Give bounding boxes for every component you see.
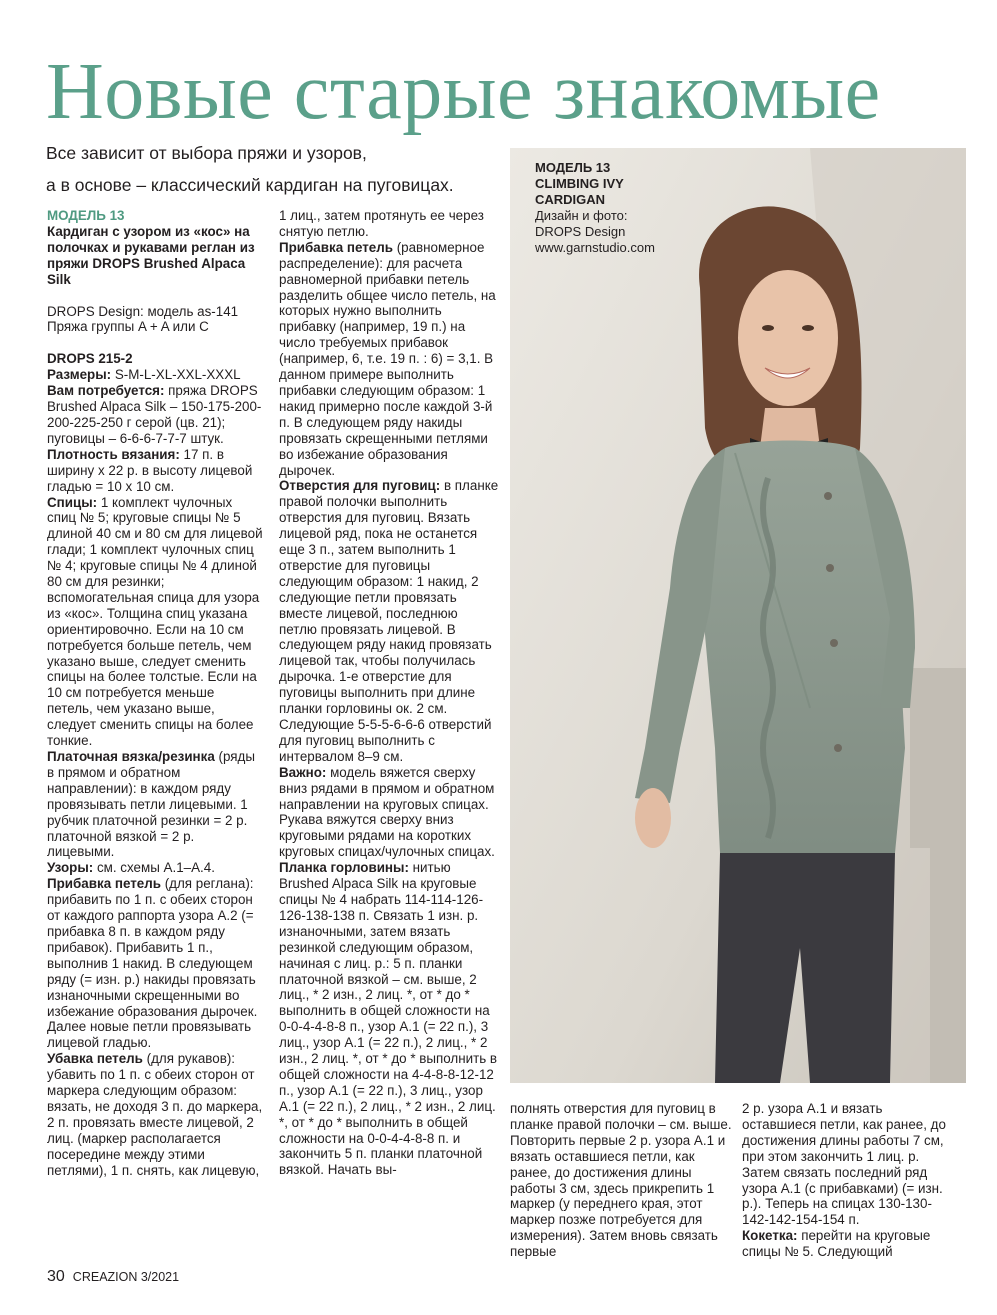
right-eye [802, 325, 814, 331]
even-increase-paragraph [279, 240, 499, 479]
page-footer [47, 1269, 179, 1285]
drops-number: DROPS 215-2 [47, 351, 133, 367]
garter-label: Платочная вязка/резинка [47, 749, 215, 764]
page-number: 30 [47, 1268, 65, 1285]
patterns-text: см. схемы А.1–А.4. [93, 860, 215, 876]
model-label: МОДЕЛЬ 13 [47, 208, 125, 223]
decrease-label: Убавка петель [47, 1051, 143, 1067]
button-3 [830, 639, 838, 647]
page-title: Новые старые знакомые [46, 48, 881, 136]
garter-text: (ряды в прямом и обратном направлении): в каждом ряду провязывать петли лицевыми. 1 рубчик платочной резинки = 2 р. платочной вязкой = 2 р. лицевыми. [47, 749, 255, 860]
even-increase-label: Прибавка петель [279, 239, 393, 255]
neckband-text: нитью Brushed Alpaca Silk на круговые спицы № 4 набрать 114-114-126-126-138-138 п. Связать 1 изн. р. изнаночными, затем вязать резинкой следующим образом, начиная с лиц. р.: 5 п. планки платочной вязкой – см. выше, 2 лиц., * 2 изн., 2 лиц. *, от * до * выполнить в общей сложности на 0-0-4-4-8-8 п., узор А.1 (= 22 п.), 3 лиц., узор А.1 (= 22 п.), 2 лиц., * 2 изн., 2 лиц. *, от * до * выполнить в общей сложности на 4-4-8-8-12-12 п., узор А.1 (= 22 п.), 3 лиц., узор А.1 (= 22 п.), 2 лиц., * 2 изн., 2 лиц. *, от * до * выполнить в общей сложности на 0-0-4-4-8-8 п. и закончить 5 п. планки платочной вязкой. Начать вы- [279, 860, 498, 1178]
needles-text: 1 комплект чулочных спиц № 5; круговые спицы № 5 длиной 40 см и 80 см для лицевой глади; 1 комплект чулочных спиц № 4; круговые спицы № 4 длиной 80 см для резинки; вспомогательная спица для узора из «кос». Толщина спиц указана ориентировочно. Если на 10 см потребуется больше петель, чем указано выше, следует сменить спицы на более толстые. Если на 10 см потребуется меньше петель, чем указано выше, следует сменить спицы на более тонкие. [47, 494, 263, 749]
caption-credit-label: Дизайн и фото: [535, 208, 628, 223]
button-2 [826, 564, 834, 572]
left-eye [762, 325, 774, 331]
caption-credit: DROPS Design [535, 224, 626, 239]
caption-name-1: CLIMBING IVY [535, 176, 624, 191]
subtitle-line-1: Все зависит от выбора пряжи и узоров, [46, 143, 367, 163]
button-4 [834, 744, 842, 752]
density-text: 17 п. в ширину х 22 р. в высоту лицевой гладью = 10 х 10 см. [47, 446, 253, 494]
sizes-text: S-M-L-XL-XXL-XXXL [111, 367, 241, 383]
sizes-paragraph [47, 367, 263, 383]
caption-website: www.garnstudio.com [535, 240, 655, 255]
model-title: Кардиган с узором из «кос» на полочках и рукавами реглан из пряжи DROPS Brushed Alpaca Silk [47, 223, 255, 287]
decrease-paragraph [47, 1051, 263, 1178]
column-4-text: 2 р. узора А.1 и вязать оставшиеся петли, как ранее, до достижения длины работы 7 см, при этом закончить 1 лиц. р. Затем связать последний ряд узора А.1 (с прибавками) (= изн. р.). Теперь на спицах 130-130-142-142-154-154 п. [742, 1101, 946, 1228]
subtitle-line-2: а в основе – классический кардиган на пуговицах. [46, 175, 454, 195]
yarn-group: Пряжа группы A + A или C [47, 319, 209, 335]
density-paragraph [47, 447, 263, 495]
design-line: DROPS Design: модель as-141 [47, 303, 239, 319]
neckband-label: Планка горловины: [279, 860, 409, 876]
important-label: Важно: [279, 764, 327, 780]
article-column-4 [742, 1101, 954, 1260]
photo-caption [535, 160, 655, 256]
even-increase-text: (равномерное распределение): для расчета равномерной прибавки петель разделить общее число петель, на которых нужно выполнить прибавку (например, 19 п.) на число требуемых прибавок (например, 6, т.е. 19 п. : 6) = 3,1. В данном примере выполнить прибавки следующим образом: 1 накид примерно после каждой 3-й п. В следующем ряду накиды провязать скрещенными петлями во избежание образования дырочек. [279, 239, 496, 478]
continuation-paragraph: 1 лиц., затем протянуть ее через снятую петлю. [279, 208, 484, 239]
yoke-paragraph [742, 1228, 954, 1260]
yoke-label: Кокетка: [742, 1228, 798, 1244]
article-column-3 [510, 1101, 732, 1260]
column-3-text: полнять отверстия для пуговиц в планке правой полочки – см. выше. Повторить первые 2 р. узора А.1 и вязать оставшиеся петли, как ранее, до достижения длины работы 3 см, здесь прикрепить 1 маркер (у переднего края, этот маркер позже потребуется для измерения). Затем вновь связать первые [510, 1101, 732, 1260]
yoke-text: перейти на круговые спицы № 5. Следующий [742, 1228, 931, 1260]
buttonholes-text: в планке правой полочки выполнить отверстия для пуговиц. Вязать лицевой ряд, пока не останется еще 3 п., затем выполнить 1 отверстие для пуговицы следующим образом: 1 накид, 2 следующие петли провязать вместе лицевой, последнюю петлю провязать лицевой. В следующем ряду накид провязать лицевой так, чтобы получилась дырочка. 1-е отверстие для пуговицы выполнить при длине планки горловины ок. 2 см. Следующие 5-5-5-6-6-6 отверстий для пуговиц выполнить с интервалом 8–9 см. [279, 478, 499, 764]
needles-label: Спицы: [47, 494, 98, 510]
button-1 [824, 492, 832, 500]
buttonholes-label: Отверстия для пуговиц: [279, 478, 441, 494]
face [738, 270, 838, 406]
patterns-paragraph [47, 860, 263, 876]
neckband-paragraph [279, 860, 499, 1178]
density-label: Плотность вязания: [47, 446, 180, 462]
garter-paragraph [47, 749, 263, 860]
important-paragraph [279, 765, 499, 860]
increase-paragraph [47, 876, 263, 1051]
model-photo [510, 148, 966, 1083]
materials-paragraph [47, 383, 263, 447]
patterns-label: Узоры: [47, 860, 94, 876]
left-hand [635, 788, 671, 848]
materials-label: Вам потребуется: [47, 383, 165, 399]
increase-label: Прибавка петель [47, 876, 161, 892]
materials-text: пряжа DROPS Brushed Alpaca Silk – 150-175-200-200-225-250 г серой (цв. 21); пуговицы – 6-6-6-7-7-7 штук. [47, 383, 262, 446]
caption-name-2: CARDIGAN [535, 192, 606, 207]
buttonholes-paragraph [279, 478, 499, 764]
article-column-2 [279, 208, 499, 1178]
article-column-1 [47, 208, 263, 1178]
increase-text: (для реглана): прибавить по 1 п. с обеих сторон от каждого раппорта узора А.2 (= прибавка 8 п. в каждом ряду прибавок). Прибавить 1 п., выполнив 1 накид. В следующем ряду (= изн. р.) накиды провязать изнаночными скрещенными во избежание образования дырочек. Далее новые петли провязывать лицевой гладью. [47, 876, 258, 1051]
photo-illustration [510, 148, 966, 1083]
important-text: модель вяжется сверху вниз рядами в прямом и обратном направлении на круговых спицах. Рукава вяжутся сверху вниз круговыми рядами на коротких круговых спицах/чулочных спицах. [279, 764, 495, 860]
needles-paragraph [47, 495, 263, 750]
magazine-issue: CREAZION 3/2021 [72, 1270, 180, 1284]
decrease-text: (для рукавов): убавить по 1 п. с обеих сторон от маркера следующим образом: вязать, не доходя 3 п. до маркера, 2 п. провязать вместе лицевой, 2 лиц. (маркер располагается посередине между этими петлями), 1 п. снять, как лицевую, [47, 1051, 263, 1178]
sizes-label: Размеры: [47, 367, 112, 383]
caption-model: МОДЕЛЬ 13 [535, 160, 611, 175]
